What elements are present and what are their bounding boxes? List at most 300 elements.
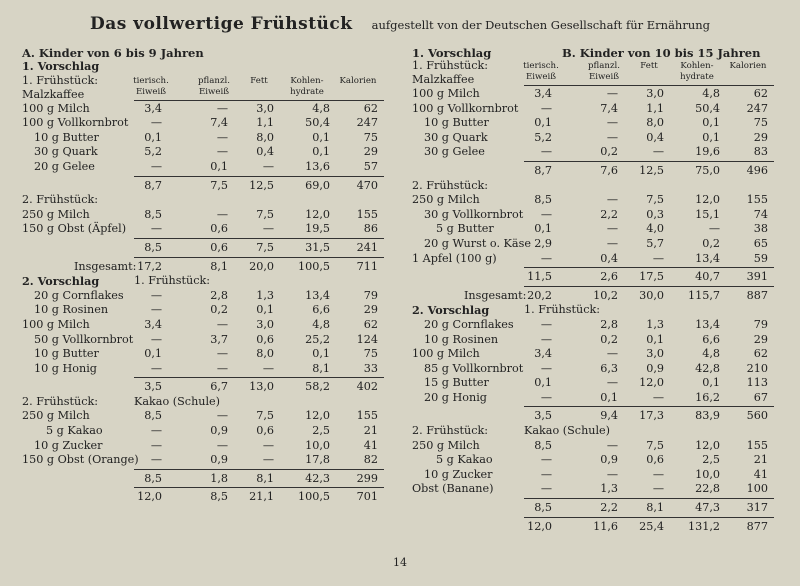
nutrient-value: 86 <box>363 222 378 236</box>
breakfast-section-label <box>22 395 384 410</box>
nutrient-value: — <box>150 288 162 302</box>
animal-protein-header <box>130 76 172 98</box>
nutrient-value: — <box>150 159 162 173</box>
page-header <box>0 14 800 34</box>
calories-header-text: Kalorien <box>339 75 377 86</box>
nutrient-value: 79 <box>753 317 768 331</box>
nutrient-value: 6,6 <box>312 303 330 317</box>
nutrient-value: — <box>150 116 162 130</box>
nutrient-value: — <box>262 453 274 467</box>
food-item-label: 10 g Butter <box>424 116 489 130</box>
nutrient-value: 0,9 <box>210 424 228 438</box>
table-row <box>412 333 774 348</box>
grand-total-row <box>412 520 774 535</box>
food-item-label: 1 Apfel (100 g) <box>412 251 497 265</box>
page-number: 14 <box>393 556 407 569</box>
table-row <box>412 376 774 391</box>
nutrient-value: — <box>540 251 552 265</box>
nutrient-value: — <box>606 222 618 236</box>
food-item-label: 20 g Cornflakes <box>424 317 514 331</box>
nutrient-value: 0,4 <box>646 130 664 144</box>
nutrient-value: 0,6 <box>210 222 228 236</box>
subtotal-rule <box>524 267 774 268</box>
nutrient-value: 210 <box>746 361 768 375</box>
nutrient-value: 12,0 <box>639 376 664 390</box>
nutrient-value: 247 <box>746 101 768 115</box>
table-row <box>22 409 384 424</box>
breakfast-label: 1. Frühstück: <box>524 303 601 317</box>
nutrient-value: 41 <box>753 467 768 481</box>
nutrient-value: 0,6 <box>256 424 274 438</box>
food-item-label: 5 g Kakao <box>46 424 103 438</box>
table-row <box>412 208 774 223</box>
subtotal-row <box>22 380 384 395</box>
table-row <box>412 318 774 333</box>
nutrient-value: 12,0 <box>695 438 720 452</box>
nutrient-value: 13,4 <box>695 317 720 331</box>
plant-protein-header <box>192 76 236 98</box>
nutrient-value: 15,1 <box>695 207 720 221</box>
nutrient-value: — <box>216 438 228 452</box>
nutrient-value: 29 <box>753 332 768 346</box>
nutrient-value: 0,1 <box>312 145 330 159</box>
nutrient-value: 4,0 <box>646 222 664 236</box>
nutrient-value: 82 <box>363 453 378 467</box>
nutrient-value: — <box>606 130 618 144</box>
nutrient-value: 3,0 <box>646 347 664 361</box>
nutrient-value: — <box>540 207 552 221</box>
food-item-label: 150 g Obst (Äpfel) <box>22 222 127 236</box>
total-value: 8,5 <box>210 490 228 504</box>
table-row <box>22 424 384 439</box>
total-rule <box>134 257 384 258</box>
nutrient-value: — <box>262 361 274 375</box>
nutrient-value: 8,1 <box>312 361 330 375</box>
total-value: 20,0 <box>249 259 274 273</box>
nutrient-value: 113 <box>746 376 768 390</box>
nutrient-value: 0,1 <box>210 159 228 173</box>
breakfast-label: 2. Frühstück: <box>22 193 99 207</box>
total-value: 21,1 <box>249 490 274 504</box>
total-value: 8,5 <box>144 471 162 485</box>
table-row <box>412 145 774 160</box>
nutrient-value: 12,0 <box>305 409 330 423</box>
total-value: 12,5 <box>639 163 664 177</box>
proposal-title: 2. Vorschlag <box>412 303 490 318</box>
nutrient-value: 155 <box>746 193 768 207</box>
subtotal-row <box>412 270 774 285</box>
nutrient-value: 75 <box>363 130 378 144</box>
nutrient-value: 2,5 <box>702 453 720 467</box>
food-item-label: 250 g Milch <box>22 207 90 221</box>
total-value: 299 <box>356 471 378 485</box>
total-value: 701 <box>356 490 378 504</box>
grand-total-row <box>412 289 774 304</box>
total-value: 391 <box>746 270 768 284</box>
nutrient-value: 100 <box>746 482 768 496</box>
food-item-label: 5 g Butter <box>436 222 494 236</box>
nutrient-value: — <box>606 438 618 452</box>
nutrient-value: 22,8 <box>695 482 720 496</box>
animal-protein-header-text: tierisch. <box>133 75 169 86</box>
nutrient-value: 7,5 <box>256 409 274 423</box>
carbohydrate-header-text: Kohlen- <box>680 61 714 71</box>
total-value: 11,6 <box>593 519 618 533</box>
nutrient-value: 59 <box>753 251 768 265</box>
header-rule <box>524 85 774 86</box>
total-value: 20,2 <box>527 288 552 302</box>
food-item-label: 100 g Milch <box>412 347 480 361</box>
nutrient-value: — <box>216 130 228 144</box>
nutrient-value: 8,0 <box>256 130 274 144</box>
nutrient-value: — <box>606 236 618 250</box>
nutrient-value: 0,2 <box>600 332 618 346</box>
total-value: 711 <box>356 259 378 273</box>
total-label: Insgesamt: <box>74 259 137 273</box>
breakfast-label: 1. Frühstück: <box>412 59 489 72</box>
nutrient-value: 5,2 <box>144 145 162 159</box>
nutrient-value: — <box>150 332 162 346</box>
subtotal-row <box>22 179 384 194</box>
table-row <box>412 468 774 483</box>
proposal-title <box>22 59 384 74</box>
right-column <box>412 46 774 534</box>
nutrient-value: — <box>540 361 552 375</box>
table-row <box>412 102 774 117</box>
fat-header <box>244 76 274 87</box>
table-row <box>412 87 774 102</box>
table-row <box>22 289 384 304</box>
nutrient-value: 29 <box>363 145 378 159</box>
total-value: 8,1 <box>646 501 664 515</box>
nutrient-value: 0,1 <box>702 130 720 144</box>
nutrient-value: 3,4 <box>144 317 162 331</box>
total-value: 2,6 <box>600 270 618 284</box>
total-value: 241 <box>356 240 378 254</box>
nutrient-value: 124 <box>356 332 378 346</box>
nutrient-value: 2,2 <box>600 207 618 221</box>
nutrient-value: 67 <box>753 390 768 404</box>
nutrient-value: — <box>150 222 162 236</box>
nutrient-value: — <box>540 453 552 467</box>
total-value: 402 <box>356 380 378 394</box>
nutrient-value: 75 <box>363 347 378 361</box>
food-item-label: 100 g Milch <box>22 101 90 115</box>
plant-protein-header-text: Eiweiß <box>589 72 619 82</box>
nutrient-value: 79 <box>363 288 378 302</box>
nutrient-value: — <box>150 303 162 317</box>
table-row <box>22 116 384 131</box>
table-row <box>412 193 774 208</box>
nutrient-value: — <box>652 251 664 265</box>
nutrient-value: 5,2 <box>534 130 552 144</box>
nutrient-value: 0,9 <box>600 453 618 467</box>
total-value: 9,4 <box>600 409 618 423</box>
nutrient-value: — <box>606 376 618 390</box>
nutrient-value: — <box>652 482 664 496</box>
total-value: 7,5 <box>210 178 228 192</box>
nutrient-value: 0,6 <box>646 453 664 467</box>
table-row <box>22 347 384 362</box>
nutrient-value: 0,4 <box>256 145 274 159</box>
table-row <box>22 453 384 468</box>
nutrient-value: 65 <box>753 236 768 250</box>
nutrient-value: 2,8 <box>210 288 228 302</box>
breakfast-label: 1. Frühstück: <box>22 73 99 87</box>
total-value: 470 <box>356 178 378 192</box>
food-item-label: 20 g Gelee <box>34 159 95 173</box>
nutrient-value: 8,0 <box>646 116 664 130</box>
total-value: 12,0 <box>527 519 552 533</box>
nutrient-value: 38 <box>753 222 768 236</box>
nutrient-value: 50,4 <box>305 116 330 130</box>
nutrient-value: 13,6 <box>305 159 330 173</box>
section-heading <box>22 46 384 59</box>
total-value: 12,5 <box>249 178 274 192</box>
nutrient-value: — <box>216 145 228 159</box>
carbohydrate-header <box>282 76 332 98</box>
nutrient-value: 7,4 <box>600 101 618 115</box>
breakfast-label: 2. Frühstück: <box>412 178 489 192</box>
nutrient-value: 3,0 <box>256 101 274 115</box>
nutrient-value: 0,9 <box>646 361 664 375</box>
total-value: 13,0 <box>249 380 274 394</box>
nutrient-value: 247 <box>356 116 378 130</box>
nutrient-value: 33 <box>363 361 378 375</box>
nutrient-value: — <box>216 347 228 361</box>
nutrient-value: — <box>540 482 552 496</box>
table-row <box>412 391 774 406</box>
nutrient-value: 21 <box>363 424 378 438</box>
subtotal-row <box>412 409 774 424</box>
subtotal-row <box>412 501 774 516</box>
nutrient-value: — <box>150 361 162 375</box>
nutrient-value: 4,8 <box>702 347 720 361</box>
food-item-label: 30 g Vollkornbrot <box>424 207 524 221</box>
table-row <box>412 347 774 362</box>
nutrient-value: 16,2 <box>695 390 720 404</box>
nutrient-value: 17,8 <box>305 453 330 467</box>
nutrient-value: 1,1 <box>256 116 274 130</box>
nutrient-value: — <box>606 87 618 100</box>
nutrient-value: — <box>150 424 162 438</box>
nutrient-value: — <box>708 222 720 236</box>
nutrient-value: 19,6 <box>695 145 720 159</box>
total-value: 10,2 <box>593 288 618 302</box>
food-item-label: 15 g Butter <box>424 376 489 390</box>
total-value: 17,3 <box>639 409 664 423</box>
nutrient-value: 29 <box>363 303 378 317</box>
nutrient-value: 0,4 <box>600 251 618 265</box>
nutrient-value: 7,4 <box>210 116 228 130</box>
total-value: 75,0 <box>695 163 720 177</box>
calories-header-text: Kalorien <box>729 61 767 71</box>
nutrient-value: 5,7 <box>646 236 664 250</box>
subtotal-rule <box>134 469 384 470</box>
proposal-title: 1. Vorschlag <box>412 46 492 60</box>
nutrient-value: 1,3 <box>256 288 274 302</box>
breakfast-label: 2. Frühstück: <box>22 394 99 408</box>
food-item-label: 30 g Gelee <box>424 145 485 159</box>
total-value: 115,7 <box>687 288 720 302</box>
nutrient-value: 19,5 <box>305 222 330 236</box>
table-row <box>22 333 384 348</box>
total-value: 58,2 <box>305 380 330 394</box>
total-value: 1,8 <box>210 471 228 485</box>
total-value: 30,0 <box>639 288 664 302</box>
total-value: 496 <box>746 163 768 177</box>
table-row <box>22 303 384 318</box>
total-value: 560 <box>746 409 768 423</box>
total-value: 877 <box>746 519 768 533</box>
total-value: 12,0 <box>137 490 162 504</box>
food-item-label: 85 g Vollkornbrot <box>424 361 524 375</box>
total-value: 40,7 <box>695 270 720 284</box>
plant-protein-header-text: pflanzl. <box>198 75 230 86</box>
table-row <box>22 222 384 237</box>
nutrient-value: 1,3 <box>646 317 664 331</box>
nutrient-value: — <box>150 453 162 467</box>
plant-protein-header <box>582 61 626 83</box>
nutrient-value: 8,0 <box>256 347 274 361</box>
nutrient-value: 62 <box>363 101 378 115</box>
nutrient-value: 3,4 <box>534 87 552 100</box>
section-title: B. Kinder von 10 bis 15 Jahren <box>562 46 761 60</box>
total-label: Insgesamt: <box>464 288 527 302</box>
carbohydrate-header-text: hydrate <box>680 72 714 82</box>
proposal-header <box>22 274 384 289</box>
subtotal-rule <box>134 176 384 177</box>
table-row <box>22 362 384 377</box>
nutrient-value: 21 <box>753 453 768 467</box>
nutrient-value: 3,4 <box>144 101 162 115</box>
total-value: 317 <box>746 501 768 515</box>
food-item-label: 100 g Milch <box>22 317 90 331</box>
food-item-label: 20 g Cornflakes <box>34 288 124 302</box>
nutrient-value: 0,1 <box>534 116 552 130</box>
total-value: 8,5 <box>534 501 552 515</box>
food-item-label: 30 g Quark <box>34 145 98 159</box>
total-value: 131,2 <box>687 519 720 533</box>
food-item-label: 100 g Vollkornbrot <box>412 101 519 115</box>
carbohydrate-header <box>672 61 722 83</box>
subtotal-row <box>412 164 774 179</box>
drink-label: Malzkaffee <box>412 73 475 86</box>
breakfast-label: 1. Frühstück: <box>134 274 211 288</box>
nutrient-value: 0,1 <box>144 347 162 361</box>
page-title: Das vollwertige Frühstück <box>89 14 353 34</box>
nutrient-value: 3,4 <box>534 347 552 361</box>
section-title: A. Kinder von 6 bis 9 Jahren <box>22 46 204 60</box>
breakfast-section-label <box>22 193 384 208</box>
nutrient-value: 74 <box>753 207 768 221</box>
food-item-label: 10 g Rosinen <box>424 332 499 346</box>
nutrient-value: 3,0 <box>256 317 274 331</box>
food-item-label: 5 g Kakao <box>436 453 493 467</box>
total-value: 25,4 <box>639 519 664 533</box>
nutrient-value: 0,2 <box>600 145 618 159</box>
nutrient-value: — <box>652 145 664 159</box>
total-value: 8,1 <box>210 259 228 273</box>
nutrient-value: 0,1 <box>256 303 274 317</box>
total-value: 83,9 <box>695 409 720 423</box>
food-item-label: 30 g Quark <box>424 130 488 144</box>
nutrient-value: 10,0 <box>305 438 330 452</box>
nutrient-value: 12,0 <box>695 193 720 207</box>
total-value: 8,5 <box>144 240 162 254</box>
total-value: 0,6 <box>210 240 228 254</box>
nutrient-value: 8,5 <box>534 193 552 207</box>
animal-protein-header <box>520 61 562 83</box>
food-item-label: 10 g Honig <box>34 361 97 375</box>
nutrient-value: 155 <box>356 207 378 221</box>
total-value: 100,5 <box>297 259 330 273</box>
nutrient-value: — <box>606 193 618 207</box>
total-value: 3,5 <box>144 380 162 394</box>
nutrient-value: 7,5 <box>646 193 664 207</box>
food-item-label: 150 g Obst (Orange) <box>22 453 139 467</box>
nutrient-value: 7,5 <box>256 207 274 221</box>
nutrient-value: 0,1 <box>702 116 720 130</box>
nutrient-value: — <box>216 317 228 331</box>
total-value: 31,5 <box>305 240 330 254</box>
nutrient-value: — <box>216 207 228 221</box>
total-rule <box>524 286 774 287</box>
nutrient-value: 62 <box>753 347 768 361</box>
drink-label: Kakao (Schule) <box>134 394 221 408</box>
nutrient-value: — <box>540 467 552 481</box>
nutrient-value: 0,1 <box>312 130 330 144</box>
nutrient-value: 0,3 <box>646 207 664 221</box>
total-value: 17,2 <box>137 259 162 273</box>
nutrient-value: 0,1 <box>312 347 330 361</box>
animal-protein-header-text: tierisch. <box>523 61 559 71</box>
table-row <box>412 362 774 377</box>
nutrient-value: 10,0 <box>695 467 720 481</box>
table-row <box>412 131 774 146</box>
nutrient-value: 0,2 <box>702 236 720 250</box>
total-value: 8,1 <box>256 471 274 485</box>
breakfast-section-label <box>412 424 774 439</box>
nutrient-value: — <box>606 467 618 481</box>
left-column <box>22 46 384 505</box>
grand-total-row <box>22 260 384 275</box>
nutrient-value: — <box>262 438 274 452</box>
subtotal-rule <box>524 161 774 162</box>
food-item-label: 20 g Wurst o. Käse <box>424 236 531 250</box>
food-item-label: 100 g Milch <box>412 87 480 100</box>
food-item-label: 10 g Butter <box>34 130 99 144</box>
table-row <box>412 453 774 468</box>
subtotal-rule <box>134 487 384 488</box>
nutrient-value: — <box>652 390 664 404</box>
nutrient-value: 4,8 <box>312 101 330 115</box>
plant-protein-header-text: pflanzl. <box>588 61 620 71</box>
page-subtitle: aufgestellt von der Deutschen Gesellschaft für Ernährung <box>371 18 711 32</box>
nutrient-value: 0,6 <box>256 332 274 346</box>
total-value: 7,6 <box>600 163 618 177</box>
nutrient-value: 155 <box>356 409 378 423</box>
nutrient-value: 7,5 <box>646 438 664 452</box>
section-heading <box>412 46 774 59</box>
nutrient-value: 3,7 <box>210 332 228 346</box>
proposal-header <box>412 303 774 318</box>
calories-header <box>332 76 384 87</box>
total-value: 887 <box>746 288 768 302</box>
total-value: 100,5 <box>297 490 330 504</box>
nutrient-value: 0,9 <box>210 453 228 467</box>
proposal-title: 2. Vorschlag <box>22 274 100 289</box>
